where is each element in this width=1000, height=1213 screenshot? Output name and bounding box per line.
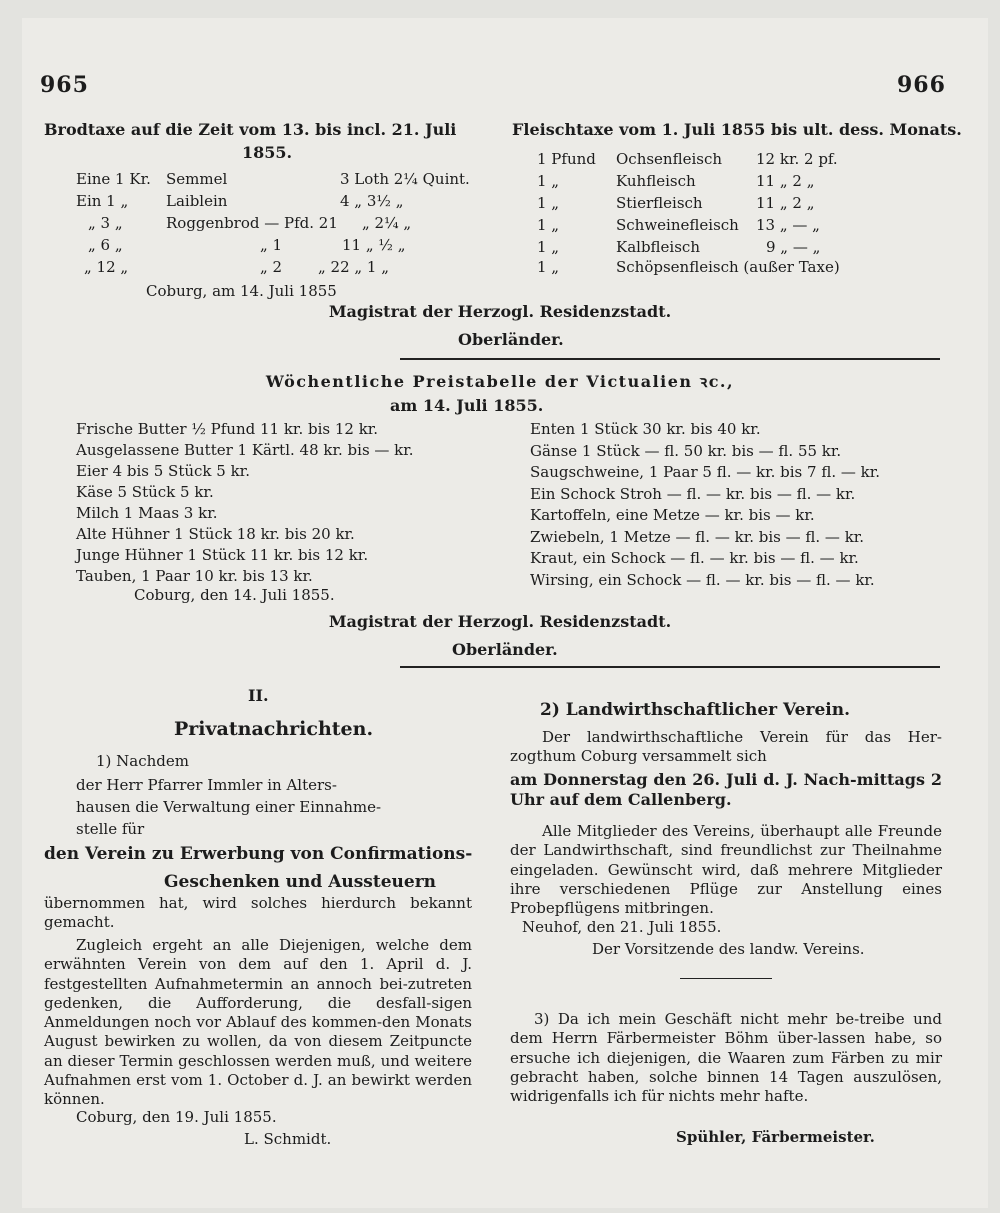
preistabelle-left-item: Ausgelassene Butter 1 Kärtl. 48 kr. bis — kr. bbox=[76, 441, 414, 459]
preistabelle-place-date: Coburg, den 14. Juli 1855. bbox=[134, 586, 335, 604]
section-heading: Privatnachrichten. bbox=[174, 718, 374, 740]
magistrat-line: Magistrat der Herzogl. Residenzstadt. bbox=[328, 612, 672, 631]
fleischtaxe-item: Kalbfleisch bbox=[616, 238, 700, 256]
brodtaxe-qty: „ 3 „ bbox=[88, 214, 123, 232]
preistabelle-left-item: Käse 5 Stück 5 kr. bbox=[76, 483, 214, 501]
brodtaxe-title: Brodtaxe auf die Zeit vom 13. bis incl. 21. Juli bbox=[44, 120, 457, 139]
fleischtaxe-price: 11 „ 2 „ bbox=[756, 194, 815, 212]
intro-line: stelle für bbox=[76, 820, 145, 838]
verein-heading-line: Geschenken und Aussteuern bbox=[164, 872, 437, 892]
preistabelle-left-item: Alte Hühner 1 Stück 18 kr. bis 20 kr. bbox=[76, 525, 355, 543]
fleischtaxe-item: Schöpsenfleisch (außer Taxe) bbox=[616, 258, 840, 276]
preistabelle-date: am 14. Juli 1855. bbox=[390, 396, 544, 415]
fleischtaxe-qty: 1 Pfund bbox=[537, 150, 596, 168]
preistabelle-right-item: Ein Schock Stroh — fl. — kr. bis — fl. — kr. bbox=[530, 484, 856, 503]
landwirth-date: Neuhof, den 21. Juli 1855. bbox=[522, 918, 722, 936]
verein-date: Coburg, den 19. Juli 1855. bbox=[76, 1108, 277, 1126]
fleischtaxe-price: 13 „ — „ bbox=[756, 216, 820, 234]
brodtaxe-item: Semmel bbox=[166, 170, 228, 188]
landwirth-intro: Der landwirthschaftliche Verein für das Her-zogthum Coburg versammelt sich bbox=[510, 728, 942, 766]
brodtaxe-weight: 4 „ 3½ „ bbox=[340, 192, 404, 210]
preistabelle-left-item: Junge Hühner 1 Stück 11 kr. bis 12 kr. bbox=[76, 546, 369, 564]
fleischtaxe-item: Ochsenfleisch bbox=[616, 150, 723, 168]
brodtaxe-weight: „ 2¼ „ bbox=[362, 214, 412, 232]
section-numeral: II. bbox=[248, 686, 269, 705]
brodtaxe-place-date: Coburg, am 14. Juli 1855 bbox=[146, 282, 337, 300]
verein-signature: L. Schmidt. bbox=[244, 1130, 332, 1148]
landwirth-title: 2) Landwirthschaftlicher Verein. bbox=[540, 700, 851, 720]
preistabelle-right-item: Kraut, ein Schock — fl. — kr. bis — fl. — kr. bbox=[530, 549, 859, 567]
preistabelle-left-list bbox=[76, 420, 506, 588]
brodtaxe-item: Laiblein bbox=[166, 192, 228, 210]
verein-paragraph: übernommen hat, wird solches hierdurch bekannt gemacht. bbox=[44, 894, 472, 932]
preistabelle-right-item: Wirsing, ein Schock — fl. — kr. bis — fl. — kr. bbox=[530, 570, 875, 589]
fleischtaxe-qty: 1 „ bbox=[537, 238, 560, 256]
fleischtaxe-price: 9 „ — „ bbox=[766, 238, 821, 256]
preistabelle-right-list bbox=[530, 420, 970, 592]
page-number-left: 965 bbox=[40, 72, 89, 98]
notice-paragraph: 3) Da ich mein Geschäft nicht mehr be-treibe und dem Herrn Färbermeister Böhm über-lassen habe, so ersuche ich diejenigen, die Waaren zum Färben zu mir gebracht haben, solche binnen 14 Tagen auszulösen, widrigenfalls ich für nichts mehr hafte. bbox=[510, 1010, 942, 1106]
landwirth-meeting: am Donnerstag den 26. Juli d. J. Nach-mittags 2 Uhr auf dem Callenberg. bbox=[510, 770, 942, 809]
preistabelle-right-item: Enten 1 Stück 30 kr. bis 40 kr. bbox=[530, 420, 761, 438]
divider-rule bbox=[680, 978, 772, 979]
brodtaxe-qty: Ein 1 „ bbox=[76, 192, 129, 210]
brodtaxe-qty: Eine 1 Kr. bbox=[76, 170, 151, 188]
fleischtaxe-item: Schweinefleisch bbox=[616, 216, 739, 234]
intro-line: der Herr Pfarrer Immler in Alters- bbox=[76, 776, 337, 794]
fleischtaxe-qty: 1 „ bbox=[537, 172, 560, 190]
verein-paragraph: Zugleich ergeht an alle Diejenigen, welche dem erwähnten Verein von dem auf den 1. April d. J. festgestellten Aufnahmetermin an annoch bei-zutreten gedenken, die Aufforderung, die desfall-sigen Anmeldungen noch vor Ablauf des kommen-den Monats August bewirken zu wollen, da von diesem Zeitpuncte an dieser Termin geschlossen werden muß, und weitere Aufnahmen erst vom 1. October d. J. an bewirkt werden können. bbox=[44, 936, 472, 1109]
preistabelle-right-item: Saugschweine, 1 Paar 5 fl. — kr. bis 7 fl. — kr. bbox=[530, 463, 881, 481]
divider-rule bbox=[400, 358, 940, 360]
landwirth-signature: Der Vorsitzende des landw. Vereins. bbox=[592, 940, 865, 958]
notice-signature: Spühler, Färbermeister. bbox=[676, 1128, 875, 1146]
item-number: 1) Nachdem bbox=[96, 752, 189, 770]
fleischtaxe-price: 12 kr. 2 pf. bbox=[756, 150, 838, 168]
brodtaxe-qty: „ 12 „ bbox=[84, 258, 129, 276]
fleischtaxe-item: Stierfleisch bbox=[616, 194, 703, 212]
brodtaxe-weight: 11 „ ½ „ bbox=[342, 236, 406, 254]
magistrat-name: Oberländer. bbox=[458, 330, 564, 349]
preistabelle-left-item: Milch 1 Maas 3 kr. bbox=[76, 504, 218, 522]
preistabelle-title: Wöchentliche Preistabelle der Victualien ꝛc., bbox=[265, 372, 735, 391]
fleischtaxe-qty: 1 „ bbox=[537, 194, 560, 212]
preistabelle-right-item: Gänse 1 Stück — fl. 50 kr. bis — fl. 55 kr. bbox=[530, 441, 842, 460]
fleischtaxe-item: Kuhfleisch bbox=[616, 172, 696, 190]
preistabelle-right-item: Kartoffeln, eine Metze — kr. bis — kr. bbox=[530, 506, 815, 524]
brodtaxe-qty: „ 6 „ bbox=[88, 236, 123, 254]
brodtaxe-title-year: 1855. bbox=[242, 143, 293, 162]
magistrat-name: Oberländer. bbox=[452, 640, 558, 659]
fleischtaxe-title: Fleischtaxe vom 1. Juli 1855 bis ult. dess. Monats. bbox=[512, 120, 962, 139]
brodtaxe-item: „ 2 bbox=[260, 258, 283, 276]
preistabelle-left-item: Tauben, 1 Paar 10 kr. bis 13 kr. bbox=[76, 567, 313, 585]
verein-heading-line: den Verein zu Erwerbung von Confirmations- bbox=[44, 844, 473, 864]
preistabelle-left-item: Eier 4 bis 5 Stück 5 kr. bbox=[76, 462, 250, 480]
divider-rule bbox=[400, 666, 940, 668]
preistabelle-left-item: Frische Butter ½ Pfund 11 kr. bis 12 kr. bbox=[76, 420, 379, 438]
fleischtaxe-qty: 1 „ bbox=[537, 258, 560, 276]
landwirth-body: Alle Mitglieder des Vereins, überhaupt alle Freunde der Landwirthschaft, sind freundlichst zur Theilnahme eingeladen. Gewünscht wird, daß mehrere Mitglieder ihre verschiedenen Pflüge zur Anstellung eines Probepflügens mitbringen. bbox=[510, 822, 942, 918]
brodtaxe-weight: „ 22 „ 1 „ bbox=[318, 258, 390, 276]
page-number-right: 966 bbox=[897, 72, 946, 98]
preistabelle-right-item: Zwiebeln, 1 Metze — fl. — kr. bis — fl. — kr. bbox=[530, 527, 865, 546]
fleischtaxe-qty: 1 „ bbox=[537, 216, 560, 234]
brodtaxe-weight: 3 Loth 2¼ Quint. bbox=[340, 170, 470, 188]
intro-line: hausen die Verwaltung einer Einnahme- bbox=[76, 798, 382, 816]
magistrat-line: Magistrat der Herzogl. Residenzstadt. bbox=[328, 302, 672, 321]
fleischtaxe-price: 11 „ 2 „ bbox=[756, 172, 815, 190]
brodtaxe-item: Roggenbrod — Pfd. 21 bbox=[166, 214, 338, 232]
brodtaxe-item: „ 1 bbox=[260, 236, 283, 254]
